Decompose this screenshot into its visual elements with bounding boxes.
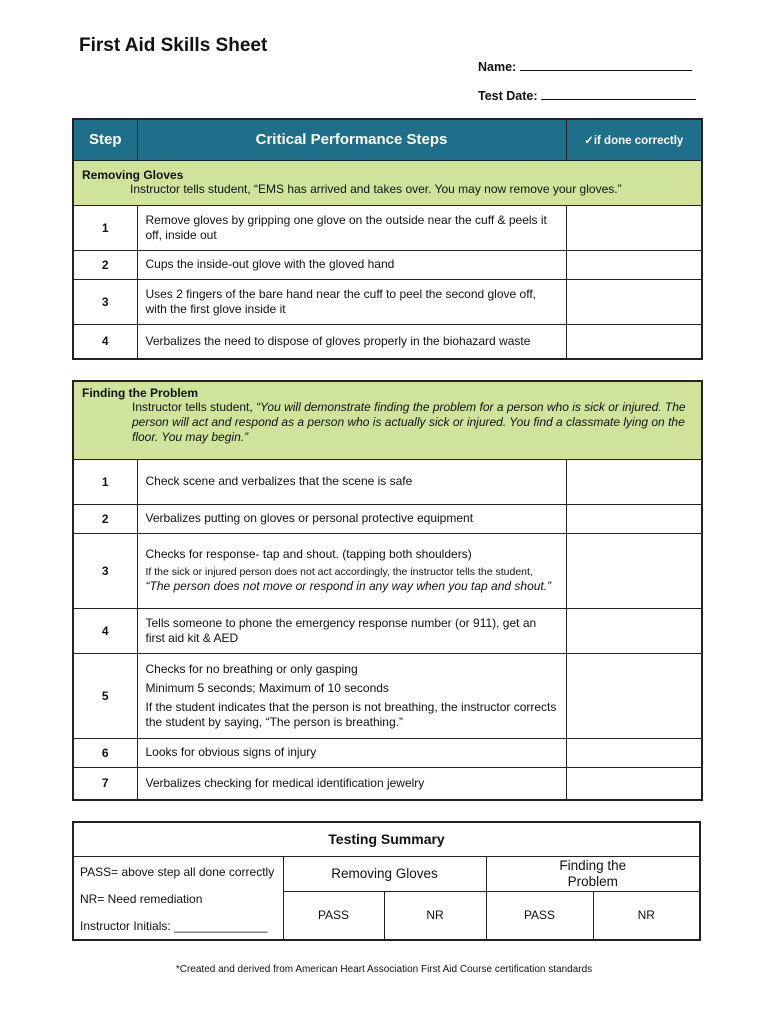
- col-finding-problem: Finding the Problem: [486, 856, 700, 891]
- step-text: Cups the inside-out glove with the gloved hand: [137, 250, 566, 279]
- table-row: [73, 533, 702, 608]
- table-row: [73, 608, 702, 653]
- check-cell[interactable]: [566, 653, 702, 738]
- check-cell[interactable]: [566, 279, 702, 324]
- step-text: Verbalizes the need to dispose of gloves properly in the biohazard waste: [137, 324, 566, 359]
- instruction-prefix: Instructor tells student,: [132, 400, 257, 414]
- step-text: Looks for obvious signs of injury: [137, 738, 566, 767]
- section-instruction: [82, 400, 693, 445]
- step-header: Step: [73, 119, 137, 160]
- step-text: Uses 2 fingers of the bare hand near the cuff to peel the second glove off, with the first glove inside it: [137, 279, 566, 324]
- table-row: [73, 250, 702, 279]
- section-title: Finding the Problem: [82, 386, 198, 400]
- instruction-quote: “You will demonstrate finding the problem for a person who is sick or injured. The person will act and respond as a person who is actually sick or injured. You find a classmate lying on the floor. You may begin.”: [132, 400, 686, 444]
- summary-title: Testing Summary: [73, 822, 700, 856]
- step-text: Verbalizes putting on gloves or personal protective equipment: [137, 504, 566, 533]
- step-number: 7: [73, 767, 137, 800]
- name-label: Name:: [478, 60, 517, 74]
- finding-problem-table: [72, 380, 703, 801]
- check-cell[interactable]: [566, 767, 702, 800]
- name-field[interactable]: [478, 59, 692, 74]
- step-number: 3: [73, 279, 137, 324]
- step-number: 4: [73, 608, 137, 653]
- pass-note: PASS= above step all done correctly: [80, 864, 275, 879]
- table-row: [73, 504, 702, 533]
- step-text: Remove gloves by gripping one glove on the outside near the cuff & peels it off, inside out: [137, 205, 566, 250]
- test-date-label: Test Date:: [478, 89, 538, 103]
- step-cell: [137, 533, 566, 608]
- check-cell[interactable]: [566, 533, 702, 608]
- steps-header: Critical Performance Steps: [137, 119, 566, 160]
- step-line2: Minimum 5 seconds; Maximum of 10 seconds: [145, 680, 389, 695]
- step-cell: [137, 653, 566, 738]
- step-number: 2: [73, 504, 137, 533]
- step-number: 2: [73, 250, 137, 279]
- step-text: Check scene and verbalizes that the scene is safe: [137, 459, 566, 504]
- testing-summary-table: [72, 821, 701, 941]
- page-title: First Aid Skills Sheet: [79, 35, 268, 56]
- table-row: [73, 653, 702, 738]
- check-cell[interactable]: [566, 608, 702, 653]
- check-cell[interactable]: [566, 504, 702, 533]
- summary-legend: [73, 856, 283, 940]
- step-number: 1: [73, 459, 137, 504]
- section-finding-problem: [73, 381, 702, 459]
- test-date-field[interactable]: [478, 88, 696, 103]
- step-number: 3: [73, 533, 137, 608]
- section-removing-gloves: [73, 160, 702, 205]
- table-row: [73, 279, 702, 324]
- step-subtext: [146, 564, 558, 594]
- table-row: [73, 738, 702, 767]
- table-row: [73, 205, 702, 250]
- pass-cell[interactable]: PASS: [283, 891, 384, 940]
- step-number: 1: [73, 205, 137, 250]
- step-text: Verbalizes checking for medical identification jewelry: [137, 767, 566, 800]
- check-cell[interactable]: [566, 205, 702, 250]
- check-cell[interactable]: [566, 324, 702, 359]
- nr-note: NR= Need remediation: [80, 891, 203, 906]
- subtext-quote: “The person does not move or respond in any way when you tap and shout.”: [145, 579, 552, 593]
- step-text: Tells someone to phone the emergency response number (or 911), get an first aid kit & AED: [137, 608, 566, 653]
- pass-cell[interactable]: PASS: [486, 891, 593, 940]
- step-text: Checks for response- tap and shout. (tapping both shoulders): [145, 547, 472, 561]
- step-number: 5: [73, 653, 137, 738]
- name-blank[interactable]: [520, 59, 692, 71]
- nr-cell[interactable]: NR: [593, 891, 700, 940]
- nr-cell[interactable]: NR: [384, 891, 486, 940]
- check-cell[interactable]: [566, 738, 702, 767]
- test-date-blank[interactable]: [541, 88, 696, 100]
- section-title: Removing Gloves: [82, 168, 184, 182]
- step-number: 6: [73, 738, 137, 767]
- footer-note: *Created and derived from American Heart Association First Aid Course certification standards: [175, 964, 593, 975]
- check-header: ✓if done correctly: [566, 119, 702, 160]
- subtext-prefix: If the sick or injured person does not act accordingly, the instructor tells the student,: [145, 566, 533, 578]
- removing-gloves-table: [72, 118, 703, 360]
- table-row: [73, 459, 702, 504]
- step-text: Checks for no breathing or only gasping: [145, 661, 358, 676]
- table-row: [73, 767, 702, 800]
- check-cell[interactable]: [566, 459, 702, 504]
- table-row: [73, 324, 702, 359]
- col-removing-gloves: Removing Gloves: [283, 856, 486, 891]
- step-number: 4: [73, 324, 137, 359]
- check-cell[interactable]: [566, 250, 702, 279]
- instructor-initials[interactable]: Instructor Initials: ______________: [80, 918, 268, 933]
- section-instruction: Instructor tells student, “EMS has arrived and takes over. You may now remove your gloves.”: [130, 182, 622, 196]
- step-line3: If the student indicates that the person is not breathing, the instructor corrects the student by saying, “The person is breathing.”: [145, 699, 557, 729]
